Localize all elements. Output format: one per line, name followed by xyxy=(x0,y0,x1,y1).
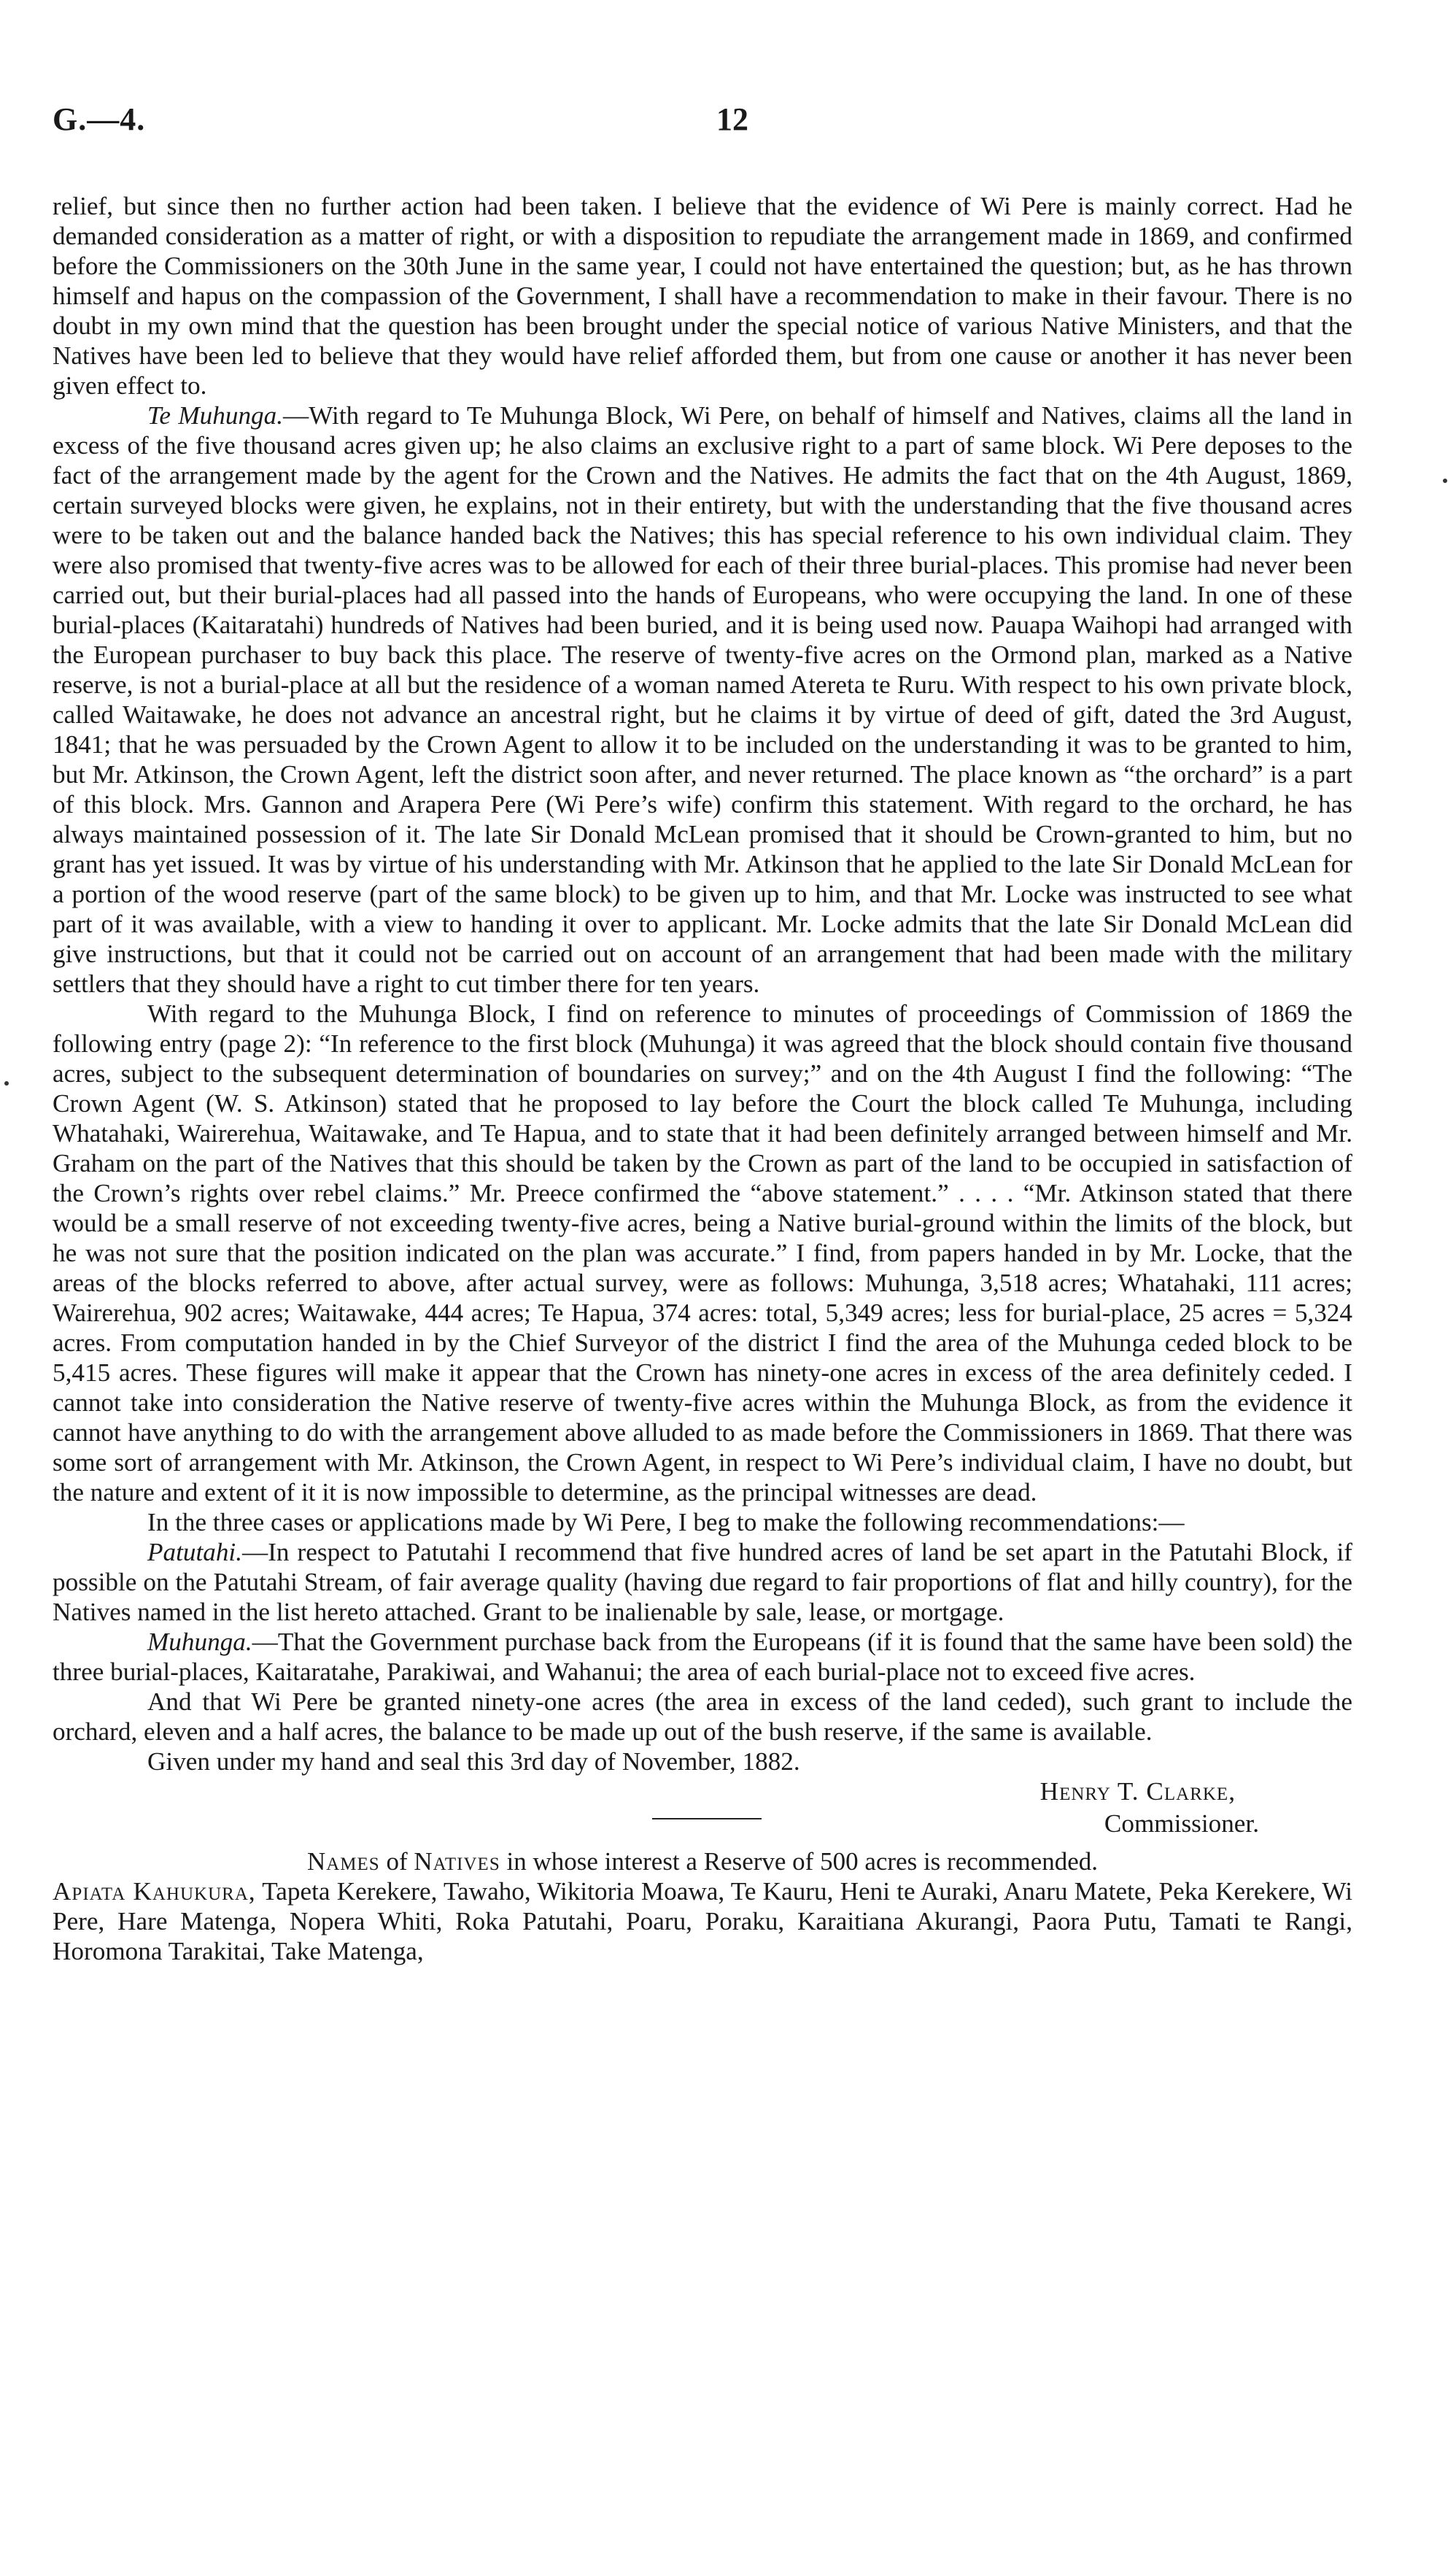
paragraph-patutahi-text: —In respect to Patutahi I recommend that five hundred acres of land be set apart in the Patutahi Block, if possible on the Patutahi Stream, of fair average quality (having due regard to fair proportions of flat and hilly country), for the Natives named in the list hereto attached. Grant to be inalienable by sale, lease, or mortgage. xyxy=(53,1538,1352,1626)
document-id: G.—4. xyxy=(53,101,146,137)
divider-rule xyxy=(652,1818,762,1819)
section-heading-patutahi: Patutahi. xyxy=(147,1538,242,1566)
document-body xyxy=(53,191,1352,1966)
lead-name: Apiata Kahukura, xyxy=(53,1877,256,1906)
margin-mark xyxy=(4,1081,9,1086)
names-heading-word-natives: Natives xyxy=(414,1847,500,1876)
paragraph-patutahi xyxy=(53,1537,1352,1627)
names-heading-word-names: Names xyxy=(306,1847,380,1876)
names-heading xyxy=(53,1846,1352,1876)
names-list xyxy=(53,1876,1352,1966)
paragraph-te-muhunga-text: —With regard to Te Muhunga Block, Wi Pere, on behalf of himself and Natives, claims all the land in excess of the five thousand acres given up; he also claims an exclusive right to a part of same block. Wi Pere deposes to the fact of the arrangement made by the agent for the Crown and the Natives. He admits the fact that on the 4th August, 1869, certain surveyed blocks were given, he explains, not in their entirety, but with the understanding that the five thousand acres were to be taken out and the balance handed back the Natives; this has special reference to his own individual claim. They were also promised that twenty-five acres was to be allowed for each of their three burial-places. This promise had never been carried out, but their burial-places had all passed into the hands of Europeans, who were occupying the land. In one of these burial-places (Kaitaratahi) hundreds of Natives had been buried, and it is being used now. Pauapa Waihopi had arranged with the European purchaser to buy back this place. The reserve of twenty-five acres on the Ormond plan, marked as a Native reserve, is not a burial-place at all but the residence of a woman named Atereta te Ruru. With respect to his own private block, called Waitawake, he does not advance an ancestral right, but he claims it by virtue of deed of gift, dated the 3rd August, 1841; that he was persuaded by the Crown Agent to allow it to be included on the understanding it was to be granted to him, but Mr. Atkinson, the Crown Agent, left the district soon after, and never returned. The place known as “the orchard” is a part of this block. Mrs. Gannon and Arapera Pere (Wi Pere’s wife) confirm this statement. With regard to the orchard, he has always maintained possession of it. The late Sir Donald McLean promised that it should be Crown-granted to him, but no grant has yet issued. It was by virtue of his understanding with Mr. Atkinson that he applied to the late Sir Donald McLean for a portion of the wood reserve (part of the same block) to be given up to him, and that Mr. Locke was instructed to see what part of it was available, with a view to handing it over to applicant. Mr. Locke admits that the late Sir Donald McLean did give instructions, but that it could not be carried out on account of an arrangement that had been made with the military settlers that they should have a right to cut timber there for ten years. xyxy=(53,401,1352,998)
page-number: 12 xyxy=(716,101,748,137)
paragraph-relief: relief, but since then no further action had been taken. I believe that the evidence of Wi Pere is mainly correct. Had he demanded consideration as a matter of right, or with a disposition to repudiate the arrangement made in 1869, and confirmed before the Commissioners on the 30th June in the same year, I could not have entertained the question; but, as he has thrown himself and hapus on the compassion of the Government, I shall have a recommendation to make in their favour. There is no doubt in my own mind that the question has been brought under the special notice of various Native Ministers, and that the Natives have been led to believe that they would have relief afforded them, but from one cause or another it has never been given effect to. xyxy=(53,192,1352,400)
paragraph-recommendations-intro: In the three cases or applications made by Wi Pere, I beg to make the following recommendations:— xyxy=(147,1508,1185,1536)
names-heading-rest: in whose interest a Reserve of 500 acres is recommended. xyxy=(500,1847,1099,1876)
names-heading-of: of xyxy=(379,1847,414,1876)
signatory-title: Commissioner. xyxy=(1104,1809,1259,1838)
paragraph-grant: And that Wi Pere be granted ninety-one acres (the area in excess of the land ceded), such grant to include the orchard, eleven and a half acres, the balance to be made up out of the bush reserve, if the same is available. xyxy=(53,1687,1352,1746)
paragraph-muhunga-block: With regard to the Muhunga Block, I find on reference to minutes of proceedings of Commission of 1869 the following entry (page 2): “In reference to the first block (Muhunga) it was agreed that the block should contain five thousand acres, subject to the subsequent determination of boundaries on survey;” and on the 4th August I find the following: “The Crown Agent (W. S. Atkinson) stated that he proposed to lay before the Court the block called Te Muhunga, including Whatahaki, Wairerehua, Waitawake, and Te Hapua, and to state that it had been definitely arranged between himself and Mr. Graham on the part of the Natives that this should be taken by the Crown as part of the land to be occupied in satisfaction of the Crown’s rights over rebel claims.” Mr. Preece confirmed the “above statement.” . . . . “Mr. Atkinson stated that there would be a small reserve of not exceeding twenty-five acres, being a Native burial-ground within the limits of the block, but he was not sure that the position indicated on the plan was accurate.” I find, from papers handed in by Mr. Locke, that the areas of the blocks referred to above, after actual survey, were as follows: Muhunga, 3,518 acres; Whatahaki, 111 acres; Wairerehua, 902 acres; Waitawake, 444 acres; Te Hapua, 374 acres: total, 5,349 acres; less for burial-place, 25 acres = 5,324 acres. From computation handed in by the Chief Surveyor of the district I find the area of the Muhunga ceded block to be 5,415 acres. These figures will make it appear that the Crown has ninety-one acres in excess of the area definitely ceded. I cannot take into consideration the Native reserve of twenty-five acres within the Muhunga Block, as from the evidence it cannot have anything to do with the arrangement above alluded to as made before the Commissioners in 1869. That there was some sort of arrangement with Mr. Atkinson, the Crown Agent, in respect to Wi Pere’s individual claim, I have no doubt, but the nature and extent of it it is now impossible to determine, as the principal witnesses are dead. xyxy=(53,999,1352,1506)
margin-mark xyxy=(1443,479,1447,483)
paragraph-muhunga-recommendation xyxy=(53,1627,1352,1687)
page-header xyxy=(53,101,1351,159)
signature-date-line: Given under my hand and seal this 3rd day of November, 1882. xyxy=(147,1747,800,1776)
signature-block xyxy=(53,1776,1352,1846)
section-heading-te-muhunga: Te Muhunga. xyxy=(147,401,284,430)
paragraph-te-muhunga xyxy=(53,401,1352,999)
section-heading-muhunga: Muhunga. xyxy=(147,1628,252,1656)
signatory-name: Henry T. Clarke, xyxy=(1039,1777,1236,1806)
paragraph-muhunga-text: —That the Government purchase back from the Europeans (if it is found that the same have been sold) the three burial-places, Kaitaratahe, Parakiwai, and Wahanui; the area of each burial-place not to exceed five acres. xyxy=(53,1628,1352,1686)
names-list-text: Tapeta Kerekere, Tawaho, Wikitoria Moawa, Te Kauru, Heni te Auraki, Anaru Matete, Peka Kerekere, Wi Pere, Hare Matenga, Nopera Whiti, Roka Patutahi, Poaru, Poraku, Karaitiana Akurangi, Paora Putu, Tamati te Rangi, Horomona Tarakitai, Take Matenga, xyxy=(53,1877,1352,1965)
